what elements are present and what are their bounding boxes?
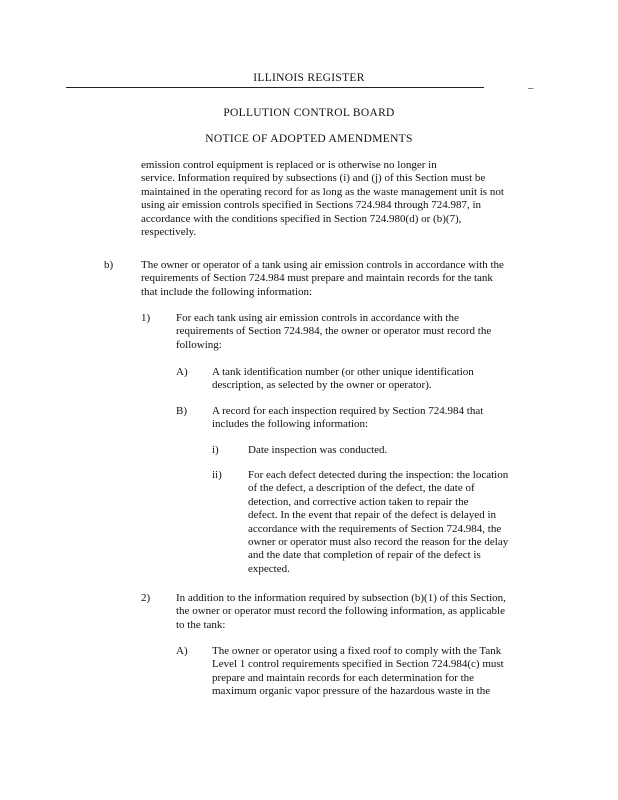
text-line: accordance with the requirements of Section 724.984, the <box>248 522 502 535</box>
board-title: POLLUTION CONTROL BOARD <box>223 107 395 119</box>
subsection-label-b: b) <box>104 259 114 271</box>
text-line: accordance with the conditions specified in Section 724.980(d) or (b)(7), <box>141 212 462 225</box>
text-line: Level 1 control requirements specified in Section 724.984(c) must <box>212 658 504 671</box>
item-1-text <box>176 312 491 352</box>
text-line: prepare and maintain records for each determination for the <box>212 671 475 684</box>
item-1Bii-text <box>248 469 508 576</box>
item-label-1A: A) <box>176 366 188 378</box>
text-line: detection, and corrective action taken to repair the <box>248 495 469 508</box>
item-1A-text <box>212 366 474 393</box>
register-title: ILLINOIS REGISTER <box>253 72 365 84</box>
text-line: description, as selected by the owner or operator). <box>212 379 432 392</box>
item-label-1B: B) <box>176 405 187 417</box>
item-label-1: 1) <box>141 312 151 324</box>
text-line: For each defect detected during the inspection: the location <box>248 469 509 481</box>
text-line: that include the following information: <box>141 285 313 298</box>
text-line: maximum organic vapor pressure of the hazardous waste in the <box>212 685 491 698</box>
continued-paragraph <box>141 159 504 239</box>
text-line: Date inspection was conducted. <box>248 444 388 456</box>
text-line: expected. <box>248 562 290 575</box>
subsection-b-text <box>141 259 504 299</box>
text-line: owner or operator must also record the reason for the delay <box>248 536 509 549</box>
item-2-text <box>176 592 506 632</box>
text-line: The owner or operator using a fixed roof to comply with the Tank <box>212 645 502 657</box>
text-line: using air emission controls specified in Sections 724.984 through 724.987, in <box>141 199 482 212</box>
text-line: requirements of Section 724.984, the owner or operator must record the <box>176 325 492 338</box>
notice-title: NOTICE OF ADOPTED AMENDMENTS <box>205 133 413 145</box>
text-line: maintained in the operating record for as long as the waste management unit is not <box>141 185 504 198</box>
text-line: defect. In the event that repair of the defect is delayed in <box>248 509 496 522</box>
text-line: In addition to the information required by subsection (b)(1) of this Section, <box>176 592 506 604</box>
item-2A-text <box>212 645 504 699</box>
item-1B-text <box>212 405 483 432</box>
item-label-2A: A) <box>176 645 188 657</box>
text-line: following: <box>176 338 222 351</box>
header-rule <box>66 87 484 88</box>
text-line: emission control equipment is replaced or is otherwise no longer in <box>141 159 437 171</box>
text-line: respectively. <box>141 226 197 239</box>
text-line: A record for each inspection required by Section 724.984 that <box>212 405 484 417</box>
item-label-1Bi: i) <box>212 444 219 456</box>
header-dash: _ <box>528 78 534 90</box>
item-label-1Bii: ii) <box>212 469 222 481</box>
text-line: A tank identification number (or other unique identification <box>212 366 474 378</box>
text-line: For each tank using air emission controls in accordance with the <box>176 312 459 324</box>
text-line: includes the following information: <box>212 418 369 431</box>
text-line: to the tank: <box>176 618 226 631</box>
text-line: and the date that completion of repair of the defect is <box>248 549 481 562</box>
text-line: of the defect, a description of the defect, the date of <box>248 482 475 495</box>
item-label-2: 2) <box>141 592 151 604</box>
text-line: The owner or operator of a tank using air emission controls in accordance with the <box>141 259 504 271</box>
text-line: the owner or operator must record the following information, as applicable <box>176 605 505 618</box>
text-line: requirements of Section 724.984 must prepare and maintain records for the tank <box>141 272 493 285</box>
item-1Bi-text <box>248 444 387 457</box>
text-line: service. Information required by subsections (i) and (j) of this Section must be <box>141 172 486 185</box>
